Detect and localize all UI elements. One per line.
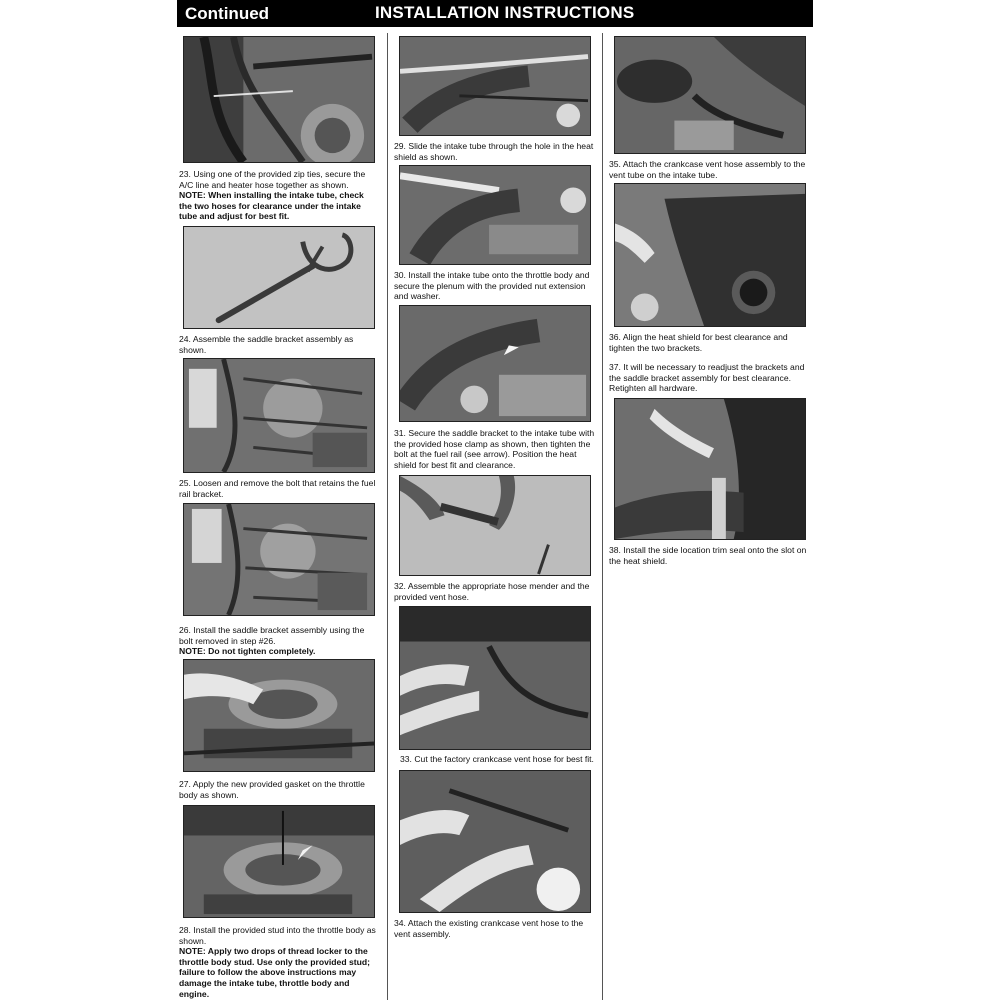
step-36-text: 36. Align the heat shield for best clearance and tighten the two brackets. (609, 332, 788, 353)
step-30-caption (394, 270, 600, 302)
step-23-note: NOTE: When installing the intake tube, check the two hoses for clearance under the intake tube and adjust for best fit. (179, 190, 364, 222)
step-26-photo (183, 503, 375, 616)
step-24-photo (183, 226, 375, 329)
step-32-photo (399, 475, 591, 576)
step-33-caption (400, 754, 606, 765)
step-25-photo (183, 358, 375, 473)
step-35-caption (609, 159, 815, 180)
step-28-note: NOTE: Apply two drops of thread locker to the throttle body stud. Use only the provided stud; failure to follow the above instructions may damage the intake tube, throttle body and engine. (179, 946, 370, 999)
step-30-photo (399, 165, 591, 265)
step-31-photo (399, 305, 591, 422)
step-36-caption (609, 332, 815, 353)
step-32-text: 32. Assemble the appropriate hose mender and the provided vent hose. (394, 581, 590, 602)
step-26-text: 26. Install the saddle bracket assembly using the bolt removed in step #26. (179, 625, 365, 646)
step-28-photo (183, 805, 375, 918)
step-32-caption (394, 581, 600, 602)
column-divider (387, 33, 388, 1000)
step-23-text: 23. Using one of the provided zip ties, secure the A/C line and heater hose together as shown. (179, 169, 366, 190)
step-26-note: NOTE: Do not tighten completely. (179, 646, 316, 657)
page-header (177, 0, 813, 27)
step-31-caption (394, 428, 600, 470)
step-33-text: 33. Cut the factory crankcase vent hose for best fit. (400, 754, 594, 764)
step-23-photo (183, 36, 375, 163)
column-divider (602, 33, 603, 1000)
step-29-text: 29. Slide the intake tube through the hole in the heat shield as shown. (394, 141, 594, 162)
step-27-caption (179, 779, 379, 800)
step-29-photo (399, 36, 591, 136)
step-37-text: 37. It will be necessary to readjust the brackets and the saddle bracket assembly for best clearance. Retighten all hardware. (609, 362, 805, 394)
step-24-text: 24. Assemble the saddle bracket assembly as shown. (179, 334, 354, 355)
step-24-caption (179, 334, 379, 355)
step-29-caption (394, 141, 600, 162)
page-title: INSTALLATION INSTRUCTIONS (375, 3, 635, 22)
step-34-photo (399, 770, 591, 913)
step-25-caption (179, 478, 379, 499)
step-31-text: 31. Secure the saddle bracket to the intake tube with the provided hose clamp as shown, then tighten the bolt at the fuel rail (see arrow). Position the heat shield for best fit and clearance. (394, 428, 595, 470)
step-36-photo (614, 183, 806, 327)
step-27-text: 27. Apply the new provided gasket on the throttle body as shown. (179, 779, 365, 800)
step-35-photo (614, 36, 806, 154)
step-38-text: 38. Install the side location trim seal onto the slot on the heat shield. (609, 545, 807, 566)
step-25-text: 25. Loosen and remove the bolt that retains the fuel rail bracket. (179, 478, 376, 499)
step-33-photo (399, 606, 591, 750)
step-28-caption (179, 925, 379, 999)
step-30-text: 30. Install the intake tube onto the throttle body and secure the plenum with the provided nut extension and washer. (394, 270, 590, 302)
step-27-photo (183, 659, 375, 772)
step-28-text: 28. Install the provided stud into the throttle body as shown. (179, 925, 376, 946)
step-34-text: 34. Attach the existing crankcase vent hose to the vent assembly. (394, 918, 584, 939)
step-26-caption (179, 625, 379, 657)
step-38-caption (609, 545, 815, 566)
step-34-caption (394, 918, 600, 939)
step-35-text: 35. Attach the crankcase vent hose assembly to the vent tube on the intake tube. (609, 159, 806, 180)
step-38-photo (614, 398, 806, 540)
continued-label: Continued (185, 4, 270, 23)
step-37-caption (609, 362, 815, 394)
step-23-caption (179, 169, 379, 222)
